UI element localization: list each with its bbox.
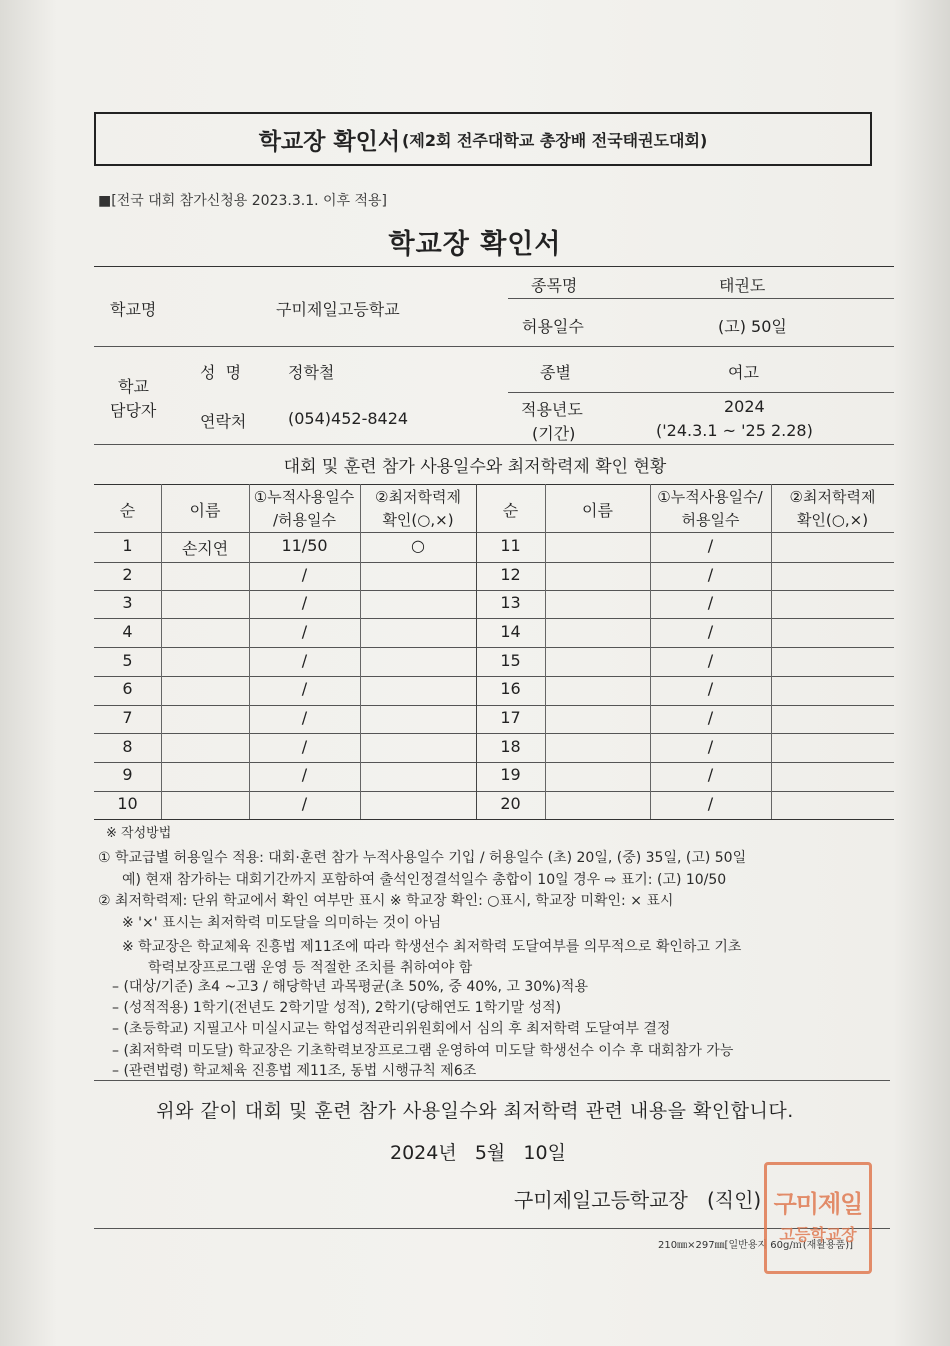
row-border [94,562,894,563]
row-border [94,647,894,648]
year-value: 2024 [724,397,765,416]
row-number: 17 [500,708,521,727]
row-number: 3 [122,593,133,612]
header-title: 학교장 확인서 [258,128,401,155]
contact-person-label: 학교 [118,377,149,396]
row-number: 12 [500,565,521,584]
days-used: / [707,708,714,727]
school-value: 구미제일고등학교 [276,300,400,319]
col-divider [545,484,546,819]
header-academic-left-2: 확인(○,×) [382,511,454,529]
header-name-right: 이름 [582,501,613,520]
info-line [94,346,894,347]
days-used: / [707,536,714,555]
gender-label: 종별 [540,363,571,382]
header-title-box [94,112,872,166]
days-used: 11/50 [281,536,328,555]
days-used: / [301,679,308,698]
row-number: 18 [500,737,521,756]
row-number: 15 [500,651,521,670]
header-days-right: ①누적사용일수/ [657,488,763,506]
year-label-2: (기간) [532,424,576,443]
days-used: / [707,593,714,612]
note-line: – (초등학교) 지필고사 미실시교는 학업성적관리위원회에서 심의 후 최저학력 도달여부 결정 [112,1021,671,1037]
info-line [508,298,894,299]
paper-spec: 210㎜×297㎜[일반용지 60g/㎡(재활용품)] [658,1240,854,1251]
info-line [94,444,894,445]
academic-check: ○ [411,536,425,555]
row-number: 4 [122,622,133,641]
days-used: / [301,765,308,784]
student-name: 손지연 [181,539,229,558]
year-value-2: ('24.3.1 ~ '25 2.28) [656,421,813,440]
days-used: / [707,651,714,670]
note-line: ② 최저학력제: 단위 학교에서 확인 여부만 표시 ※ 학교장 확인: ○표시, 학교장 미확인: × 표시 [98,893,674,909]
table-header-border [94,532,894,533]
principal-name: 구미제일고등학교장 (직인) [514,1188,762,1212]
notes-heading: ※ 작성방법 [106,826,172,841]
event-value: 태권도 [719,276,766,295]
note-line: – (최저학력 미도달) 학교장은 기초학력보장프로그램 운영하여 미도달 학생선수 이수 후 대회참가 가능 [112,1043,734,1059]
name-label: 성 명 [200,363,242,382]
row-number: 9 [122,765,133,784]
row-number: 20 [500,794,521,813]
note-line: ① 학교급별 허용일수 적용: 대회·훈련 참가 누적사용일수 기입 / 허용일수 (초) 20일, (중) 35일, (고) 50일 [98,850,747,866]
event-label: 종목명 [531,276,578,295]
year-label: 적용년도 [521,400,583,419]
row-number: 7 [122,708,133,727]
row-border [94,791,894,792]
row-number: 19 [500,765,521,784]
days-used: / [707,679,714,698]
row-number: 16 [500,679,521,698]
phone-value: (054)452-8424 [288,409,409,428]
header-days-right-2: 허용일수 [681,511,740,529]
school-label: 학교명 [110,300,157,319]
row-number: 11 [500,536,521,555]
table-caption: 대회 및 훈련 참가 사용일수와 최저학력제 확인 현황 [283,457,667,477]
row-number: 8 [122,737,133,756]
confirm-text: 위와 같이 대회 및 훈련 참가 사용일수와 최저학력 관련 내용을 확인합니다. [156,1100,794,1122]
days-used: / [301,794,308,813]
days-used: / [707,794,714,813]
notes-bottom-border [94,1080,890,1081]
days-used: / [707,565,714,584]
days-used: / [301,651,308,670]
days-used: / [707,622,714,641]
row-number: 6 [122,679,133,698]
note-line: ※ '×' 표시는 최저학력 미도달을 의미하는 것이 아님 [122,915,442,931]
row-border [94,733,894,734]
header-academic-right-2: 확인(○,×) [796,511,869,529]
col-divider [161,484,162,819]
header-academic-left: ②최저학력제 [375,488,461,506]
header-no-right: 순 [502,501,519,520]
days-used: / [707,765,714,784]
note-line: – (성적적용) 1학기(전년도 2학기말 성적), 2학기(당해연도 1학기말 성적) [112,1000,562,1016]
days-used: / [707,737,714,756]
row-number: 14 [500,622,521,641]
allowed-days-value: (고) 50일 [718,317,787,336]
date-text: 2024년 5월 10일 [390,1142,566,1164]
table-top-border [94,484,894,485]
header-days-left: ①누적사용일수 [253,488,355,506]
header-academic-right: ②최저학력제 [789,488,876,506]
note-line: 예) 현재 참가하는 대회기간까지 포함하여 출석인정결석일수 총합이 10일 경우 ⇨ 표기: (고) 10/50 [122,872,727,888]
header-days-left-2: /허용일수 [272,511,336,529]
gender-value: 여고 [728,363,759,382]
col-divider [771,484,772,819]
note-line: 학력보장프로그램 운영 등 적절한 조치를 취하여야 함 [148,960,473,976]
days-used: / [301,565,308,584]
name-value: 정학철 [288,363,335,382]
header-subtitle: (제2회 전주대학교 총장배 전국태권도대회) [402,130,708,150]
row-number: 5 [122,651,133,670]
notice-text: ■[전국 대회 참가신청용 2023.3.1. 이후 적용] [98,193,388,209]
note-line: – (대상/기준) 초4 ~고3 / 해당학년 과목평균(초 50%, 중 40%, 고 30%)적용 [112,979,588,995]
days-used: / [301,593,308,612]
col-divider [360,484,361,819]
doc-title: 학교장 확인서 [388,229,562,260]
phone-label: 연락처 [200,412,247,431]
row-border [94,676,894,677]
header-no-left: 순 [119,501,136,520]
row-number: 10 [117,794,138,813]
table-bottom-border [94,819,894,820]
note-line: – (관련법령) 학교체육 진흥법 제11조, 동법 시행규칙 제6조 [112,1063,477,1079]
row-border [94,762,894,763]
official-seal: 구미제일 고등학교장 [764,1162,872,1274]
contact-person-label-2: 담당자 [110,401,157,420]
info-top-border [94,266,894,267]
row-number: 13 [500,593,521,612]
days-used: / [301,708,308,727]
row-border [94,705,894,706]
row-border [94,590,894,591]
note-line: ※ 학교장은 학교체육 진흥법 제11조에 따라 학생선수 최저학력 도달여부를 의무적으로 확인하고 기초 [122,939,742,955]
row-number: 1 [122,536,133,555]
allowed-days-label: 허용일수 [522,317,584,336]
info-line [508,392,894,393]
header-name-left: 이름 [189,501,221,520]
row-number: 2 [122,565,133,584]
row-border [94,618,894,619]
days-used: / [301,737,308,756]
days-used: / [301,622,308,641]
